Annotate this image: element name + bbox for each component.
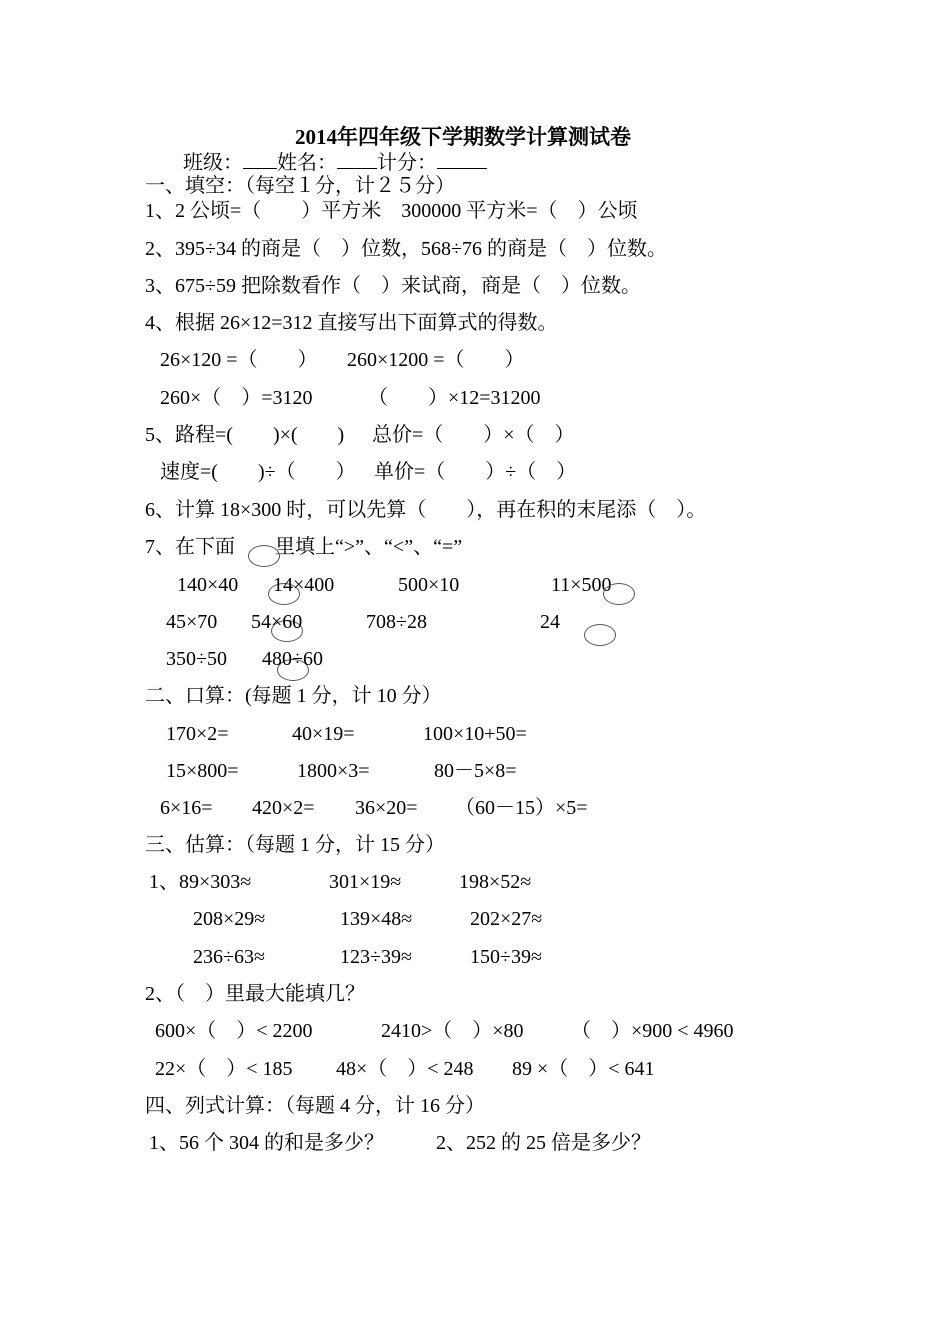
max-r2-b: 48×（ ）< 248 (336, 1058, 474, 1080)
q1-4c: 260×（ ）=3120 (160, 387, 313, 409)
compare-r2-c: 708÷28 (366, 611, 427, 633)
est-r3-c: 150÷39≈ (470, 946, 542, 968)
q1-4a: 26×120 =（ ） (160, 349, 318, 371)
compare-circle[interactable] (603, 583, 635, 605)
q1-4b: 260×1200 =（ ） (347, 349, 525, 371)
q1-7: 7、在下面 里填上“>”、“<”、“=” (145, 536, 463, 558)
q1-5a: 5、路程=( )×( ) (145, 424, 345, 446)
q1-6: 6、计算 18×300 时，可以先算（ ），再在积的末尾添（ ）。 (145, 499, 707, 521)
oral-r2-c: 80－5×8= (434, 760, 517, 782)
score-label: 计分： (377, 152, 437, 174)
est-r2-b: 139×48≈ (340, 908, 413, 930)
compare-circle[interactable] (584, 624, 616, 646)
q1-5d: 单价=（ ）÷（ ） (374, 461, 577, 483)
calc-q1: 1、56 个 304 的和是多少？ (149, 1132, 384, 1154)
oral-r3-c: 36×20= (355, 797, 418, 819)
est-r1-b: 301×19≈ (329, 871, 402, 893)
section3-heading: 三、估算：（每题 1 分，计 15 分） (145, 834, 445, 856)
compare-r1-c: 500×10 (398, 574, 460, 596)
oral-r3-d: （60－15）×5= (455, 797, 588, 819)
oral-r3-b: 420×2= (252, 797, 315, 819)
class-label: 班级： (183, 152, 243, 174)
max-r2-c: 89 ×（ ）< 641 (512, 1058, 655, 1080)
compare-r1-b: 14×400 (273, 574, 335, 596)
q1-1: 1、2 公顷=（ ）平方米 300000 平方米=（ ）公顷 (145, 200, 638, 222)
name-label: 姓名： (277, 152, 337, 174)
oral-r3-a: 6×16= (160, 797, 213, 819)
oral-r1-c: 100×10+50= (423, 723, 527, 745)
oral-r2-b: 1800×3= (297, 760, 370, 782)
est-q2: 2、（ ）里最大能填几？ (145, 983, 365, 1005)
compare-r2-b: 54×60 (251, 611, 303, 633)
compare-r1-a: 140×40 (177, 574, 239, 596)
section1-heading: 一、填空：（每空１分，计２５分） (145, 175, 455, 197)
oral-r1-b: 40×19= (292, 723, 355, 745)
section2-heading: 二、口算：(每题 1 分，计 10 分） (145, 685, 442, 707)
max-r1-a: 600×（ ）< 2200 (155, 1020, 313, 1042)
class-blank[interactable] (243, 148, 277, 169)
est-r2-c: 202×27≈ (470, 908, 543, 930)
section4-heading: 四、列式计算：（每题 4 分，计 16 分） (145, 1095, 485, 1117)
est-r2-a: 208×29≈ (193, 908, 266, 930)
max-r1-c: （ ）×900 < 4960 (571, 1020, 734, 1042)
max-r1-b: 2410>（ ）×80 (381, 1020, 524, 1042)
est-r3-b: 123÷39≈ (340, 946, 412, 968)
q1-4: 4、根据 26×12=312 直接写出下面算式的得数。 (145, 312, 558, 334)
est-r3-a: 236÷63≈ (193, 946, 265, 968)
compare-circle-legend (248, 545, 280, 567)
q1-5b: 总价=（ ）×（ ） (372, 424, 575, 446)
q1-3: 3、675÷59 把除数看作（ ）来试商，商是（ ）位数。 (145, 275, 641, 297)
name-blank[interactable] (337, 148, 377, 169)
q1-4d: （ ）×12=31200 (368, 387, 541, 409)
compare-r2-d: 24 (540, 611, 560, 633)
compare-r3-a: 350÷50 (166, 648, 227, 670)
calc-q2: 2、252 的 25 倍是多少？ (436, 1132, 651, 1154)
q1-2: 2、395÷34 的商是（ ）位数，568÷76 的商是（ ）位数。 (145, 238, 667, 260)
oral-r1-a: 170×2= (166, 723, 229, 745)
est-r1-a: 1、89×303≈ (149, 871, 252, 893)
oral-r2-a: 15×800= (166, 760, 239, 782)
q1-5c: 速度=( )÷（ ） (160, 461, 356, 483)
score-blank[interactable] (437, 148, 487, 169)
compare-r1-d: 11×500 (551, 574, 612, 596)
max-r2-a: 22×（ ）< 185 (155, 1058, 293, 1080)
compare-r3-b: 480÷60 (262, 648, 323, 670)
page-title: 2014年四年级下学期数学计算测试卷 (295, 125, 631, 149)
compare-r2-a: 45×70 (166, 611, 218, 633)
est-r1-c: 198×52≈ (459, 871, 532, 893)
